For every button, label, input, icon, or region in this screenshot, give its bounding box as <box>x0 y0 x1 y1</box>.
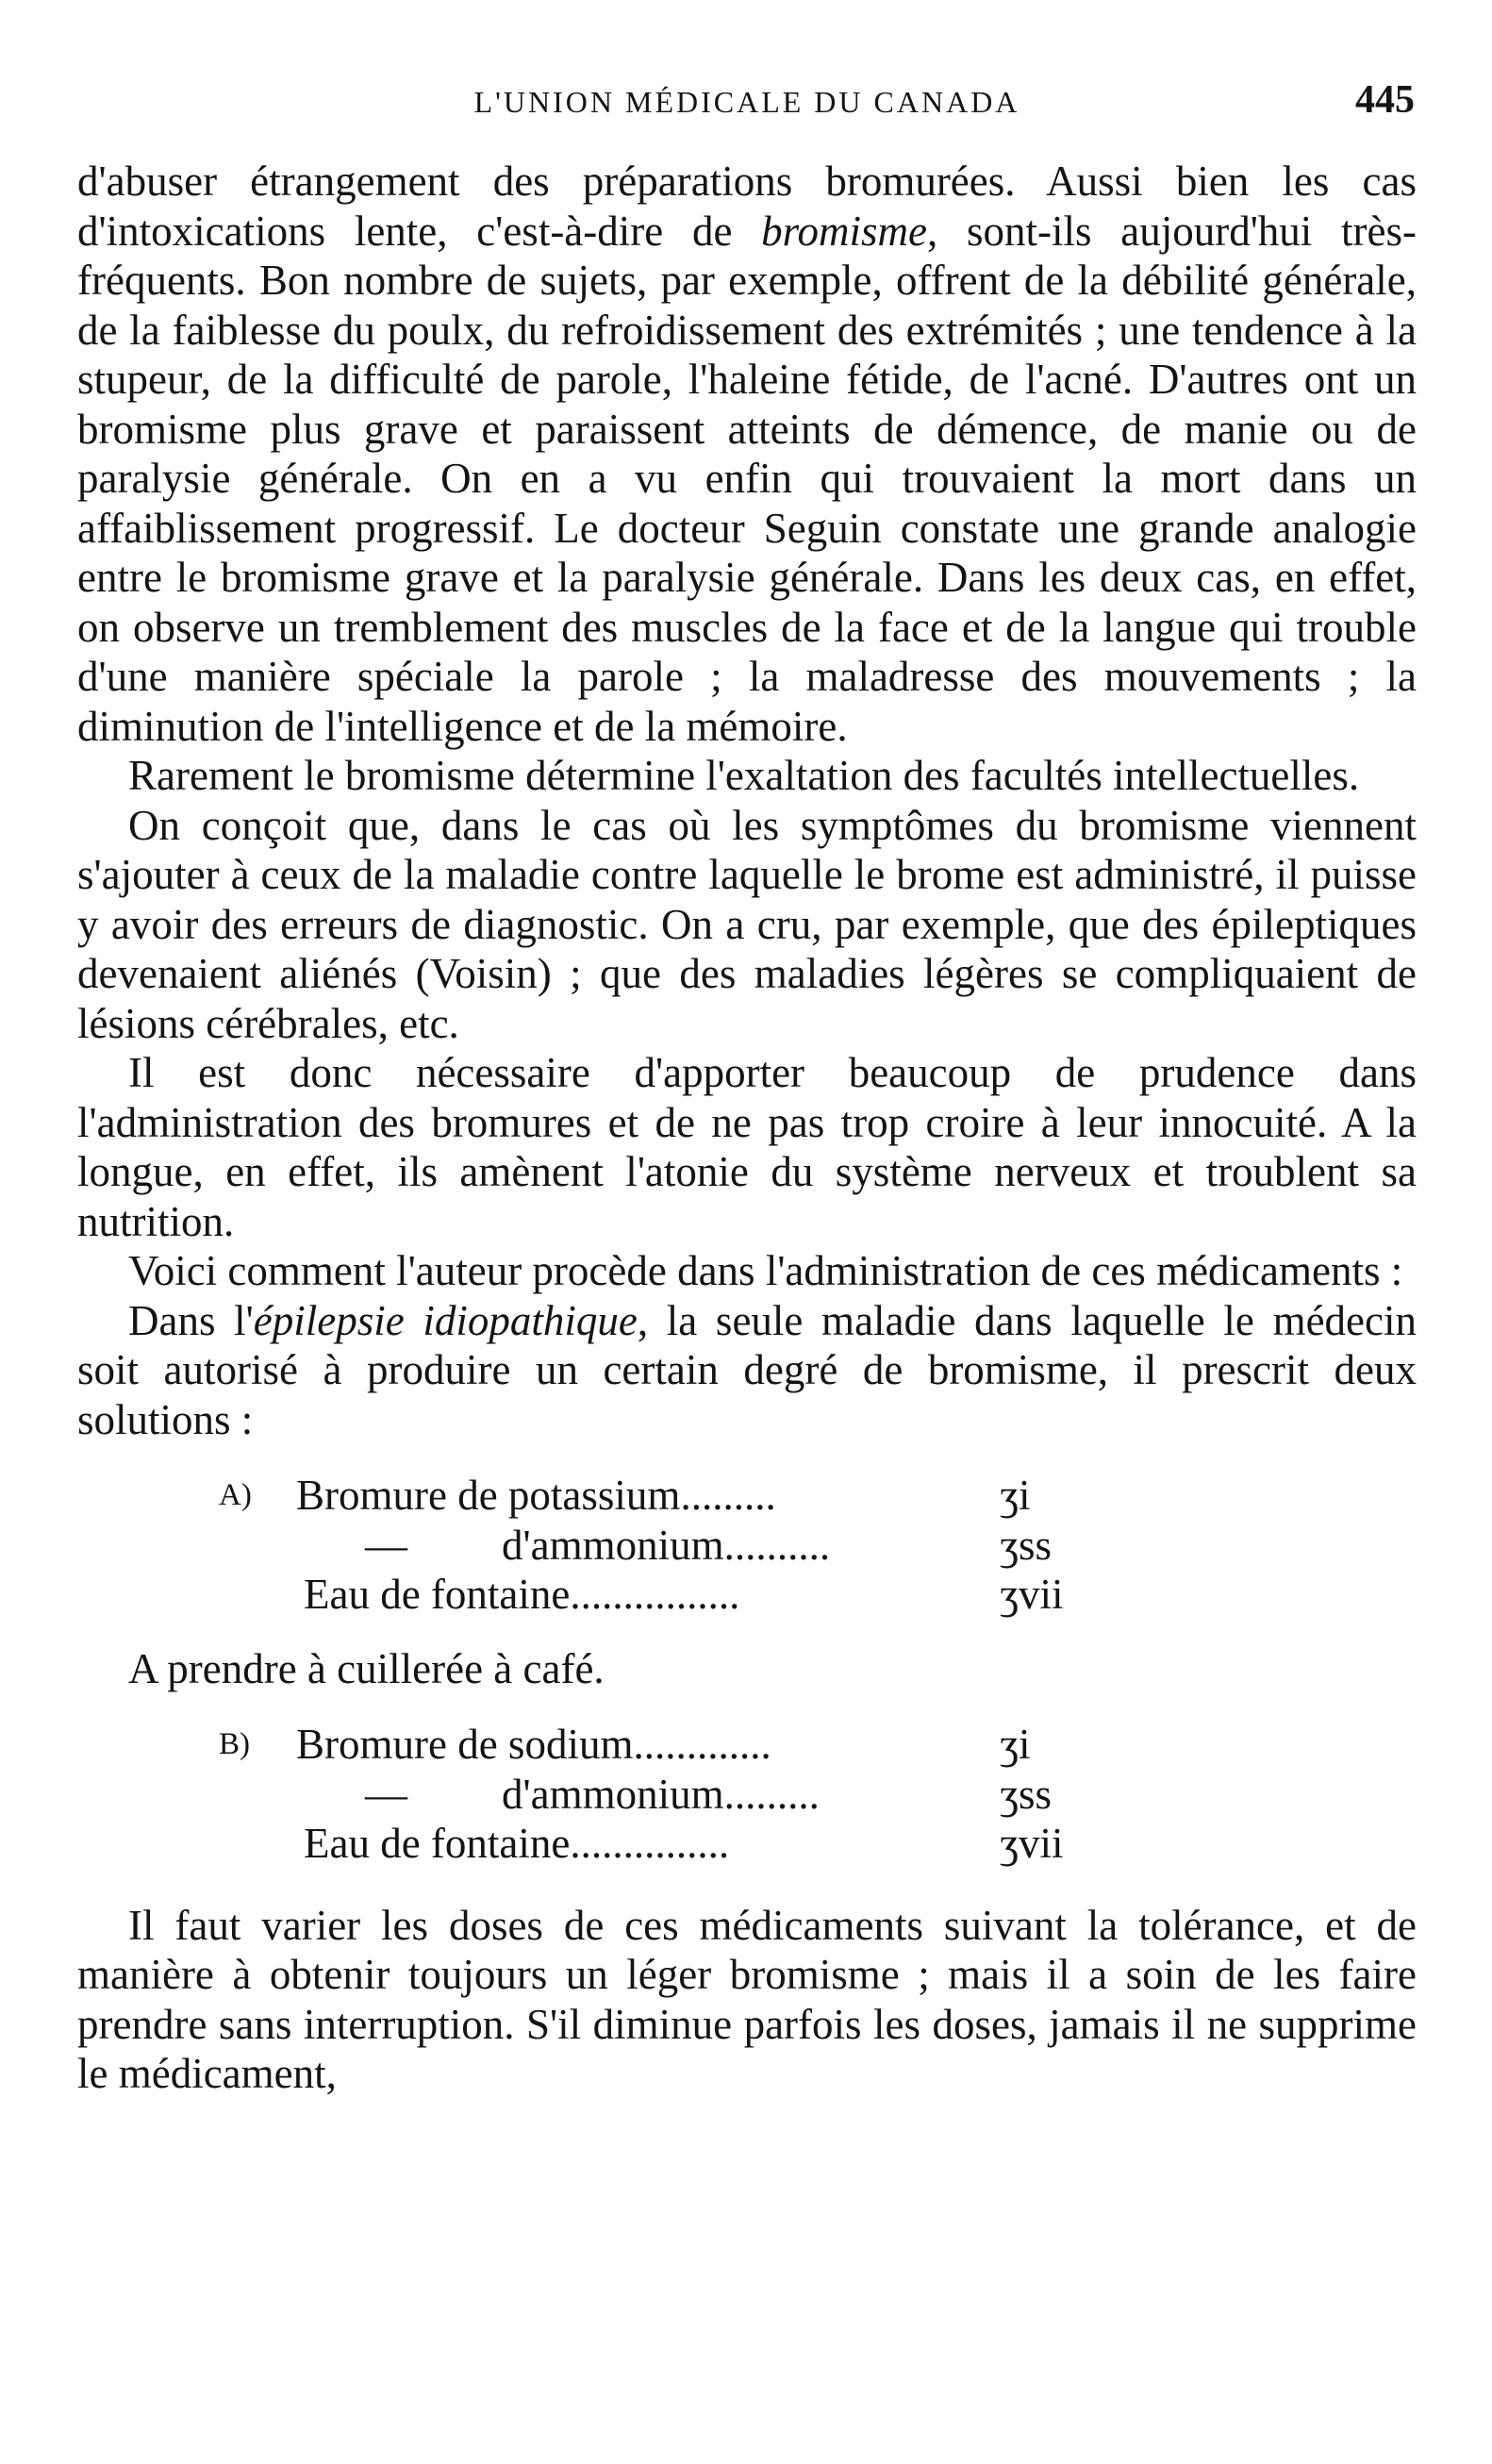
paragraph-idiopathic-epilepsy: Dans l'épilepsie idiopathique, la seule maladie dans laquelle le médecin soit autorisé à produire un certain degré de bromisme, il prescrit deux solutions : <box>77 1296 1417 1443</box>
formula-a-quantity-1: ʒi <box>1000 1472 1031 1519</box>
formula-a-row-2 <box>77 1521 1417 1571</box>
running-title: L'UNION MÉDICALE DU CANADA <box>473 85 1020 119</box>
formula-b-row-3 <box>77 1819 1417 1869</box>
formula-a <box>77 1471 1417 1620</box>
formula-a-ingredient-3: Eau de fontaine................ <box>304 1571 740 1618</box>
formula-a-dosage-note: A prendre à cuillerée à café. <box>128 1644 605 1692</box>
formula-b-row-2 <box>77 1770 1417 1820</box>
formula-b-ingredient-2: d'ammonium......... <box>502 1770 820 1818</box>
emphasis-bromisme: bromisme <box>761 207 927 255</box>
formula-a-ingredient-2: d'ammonium.......... <box>502 1521 831 1569</box>
paragraph-exaltation: Rarement le bromisme détermine l'exaltation des facultés intellectuelles. <box>128 752 1360 799</box>
paragraph-administration-intro: Voici comment l'auteur procède dans l'administration de ces médicaments : <box>128 1247 1403 1294</box>
formula-b-row-1: B) Bromure de sodium............. ʒi <box>219 1721 1031 1768</box>
formula-b-ingredient-3: Eau de fontaine............... <box>304 1820 730 1867</box>
formula-a-ingredient-1: Bromure de potassium......... <box>296 1472 776 1519</box>
formula-a-row-3 <box>77 1570 1417 1620</box>
paragraph-bromism-symptoms: d'abuser étrangement des préparations bromurées. Aussi bien les cas d'intoxications lente, c'est-à-dire de bromisme, sont-ils aujourd'hui très-fréquents. Bon nombre de sujets, par exemple, offrent de la débilité générale, de la faiblesse du poulx, du refroidissement des extrémités ; une tendence à la stupeur, de la difficulté de parole, l'haleine fétide, de l'acné. D'autres ont un bromisme plus grave et paraissent atteints de démence, de manie ou de paralysie générale. On en a vu enfin qui trouvaient la mort dans un affaiblissement progressif. Le docteur Seguin constate une grande analogie entre le bromisme grave et la paralysie générale. Dans les deux cas, en effet, on observe un tremblement des muscles de la face et de la langue qui trouble d'une manière spéciale la parole ; la maladresse des mouvements ; la diminution de l'intelligence et de la mémoire. <box>77 158 1417 750</box>
formula-a-quantity-3: ʒvii <box>1000 1571 1064 1618</box>
formula-b-ingredient-1: Bromure de sodium............. <box>296 1721 771 1768</box>
formula-b <box>77 1720 1417 1869</box>
formula-b-ditto-dash: — <box>365 1770 407 1818</box>
formula-b-quantity-1: ʒi <box>1000 1721 1031 1768</box>
formula-a-quantity-2: ʒss <box>1000 1521 1052 1569</box>
page-header <box>77 77 1417 136</box>
formula-a-ditto-dash: — <box>365 1521 407 1569</box>
formula-a-row-1: A) Bromure de potassium......... ʒi <box>219 1472 1031 1519</box>
formula-b-quantity-3: ʒvii <box>1000 1820 1064 1867</box>
page-number: 445 <box>1355 78 1415 122</box>
paragraph-dosage-variation: Il faut varier les doses de ces médicaments suivant la tolérance, et de manière à obtenir toujours un léger bromisme ; mais il a soin de les faire prendre sans interruption. S'il diminue parfois les doses, jamais il ne supprime le médicament, <box>77 1901 1417 2097</box>
formula-b-quantity-2: ʒss <box>1000 1770 1052 1818</box>
paragraph-prudence: Il est donc nécessaire d'apporter beaucoup de prudence dans l'administration des bromures et de ne pas trop croire à leur innocuité. A la longue, en effet, ils amènent l'atonie du système nerveux et troublent sa nutrition. <box>77 1049 1417 1245</box>
paragraph-diagnostic-errors: On conçoit que, dans le cas où les symptômes du bromisme viennent s'ajouter à ceux de la maladie contre laquelle le brome est administré, il puisse y avoir des erreurs de diagnostic. On a cru, par exemple, que des épileptiques devenaient aliénés (Voisin) ; que des maladies légères se compliquaient de lésions cérébrales, etc. <box>77 801 1417 1047</box>
emphasis-epilepsie-idiopathique: épilepsie idiopathique <box>253 1296 638 1344</box>
